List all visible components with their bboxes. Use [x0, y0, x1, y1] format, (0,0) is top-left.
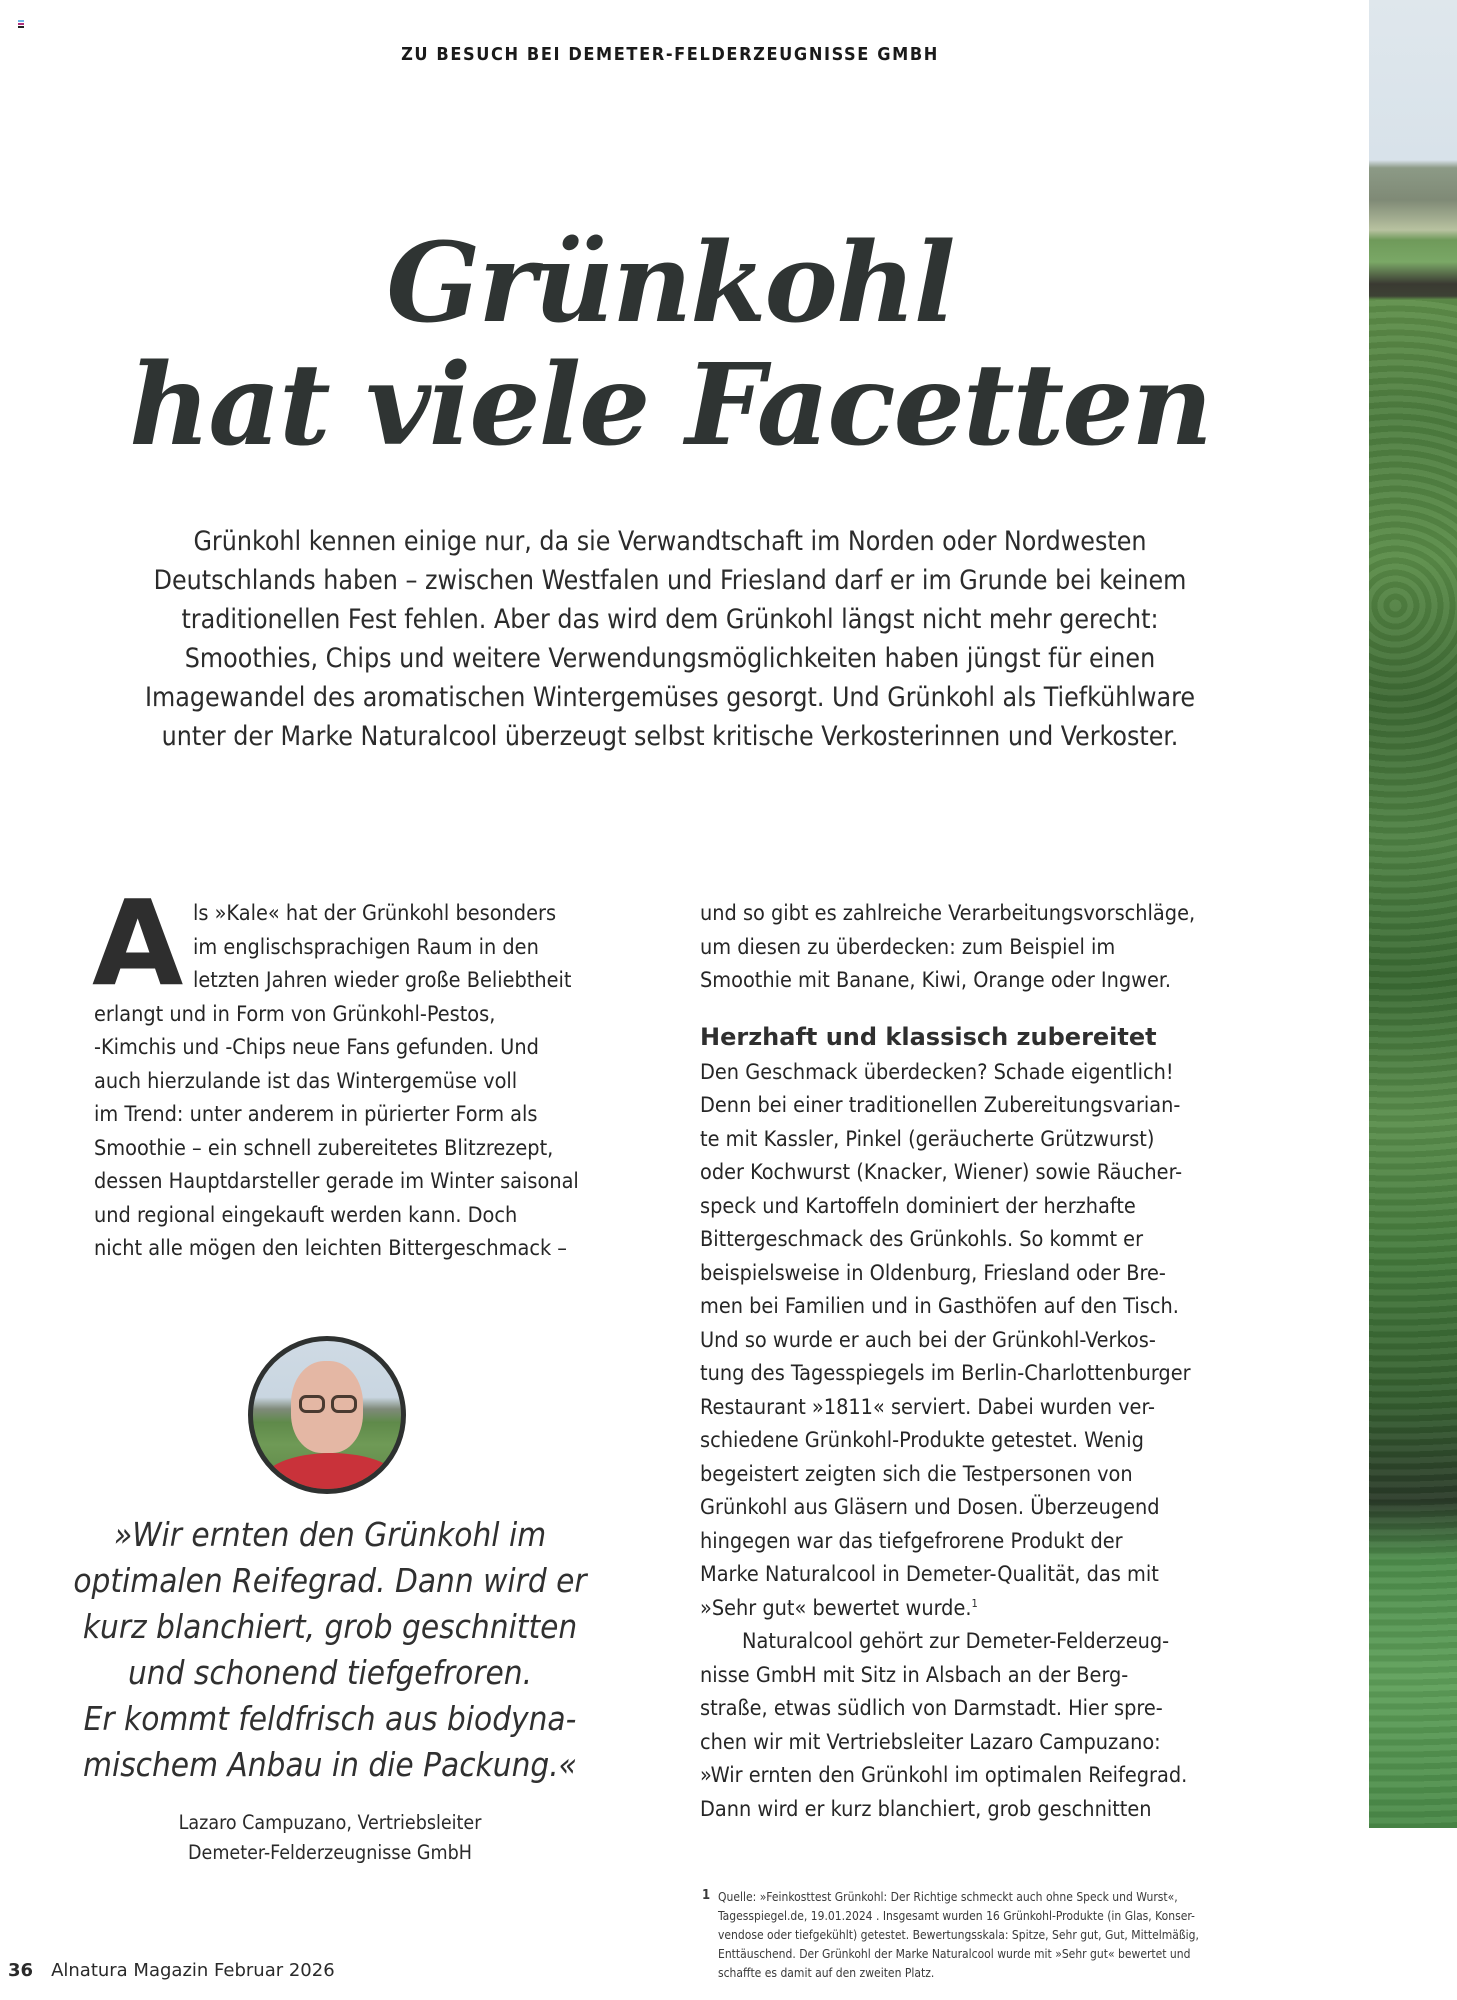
intro-line: Imagewandel des aromatischen Wintergemüses gesorgt. Und Grünkohl als Tiefkühlware	[144, 682, 1195, 713]
body-line: ls »Kale« hat der Grünkohl besonders	[193, 901, 557, 926]
intro-paragraph	[40, 522, 1300, 756]
body-line: »Wir ernten den Grünkohl im optimalen Reifegrad.	[700, 1763, 1188, 1788]
quote-line: mischem Anbau in die Packung.«	[83, 1745, 577, 1784]
headline-line-2: hat viele Facetten	[129, 340, 1211, 471]
body-line: dessen Hauptdarsteller gerade im Winter saisonal	[94, 1169, 579, 1194]
body-line: und so gibt es zahlreiche Verarbeitungsvorschläge,	[700, 901, 1196, 926]
body-line: letzten Jahren wieder große Beliebtheit	[193, 968, 572, 993]
footnote	[702, 1888, 1302, 1983]
body-line: auch hierzulande ist das Wintergemüse voll	[94, 1068, 518, 1094]
print-color-mark	[18, 20, 24, 29]
body-line: um diesen zu überdecken: zum Beispiel im	[700, 934, 1116, 960]
body-line: Denn bei einer traditionellen Zubereitungsvarian-	[700, 1093, 1181, 1118]
page-folio	[8, 1960, 335, 1981]
intro-line: unter der Marke Naturalcool überzeugt selbst kritische Verkosterinnen und Verkoster.	[161, 721, 1179, 752]
footnote-reference[interactable]: 1	[971, 1596, 978, 1610]
body-line: Den Geschmack überdecken? Schade eigentlich!	[700, 1059, 1174, 1085]
body-line: Smoothie – ein schnell zubereitetes Blitzrezept,	[94, 1135, 554, 1161]
body-line: men bei Familien und in Gasthöfen auf den Tisch.	[700, 1294, 1179, 1319]
section-subheading: Herzhaft und klassisch zubereitet	[700, 1022, 1157, 1051]
body-line: tung des Tagesspiegels im Berlin-Charlottenburger	[700, 1361, 1191, 1386]
body-line: beispielsweise in Oldenburg, Friesland oder Bre-	[700, 1260, 1166, 1286]
body-line: Bittergeschmack des Grünkohls. So kommt er	[700, 1227, 1144, 1252]
body-line: Und so wurde er auch bei der Grünkohl-Verkos-	[700, 1327, 1156, 1353]
body-line: schiedene Grünkohl-Produkte getestet. Wenig	[700, 1428, 1144, 1453]
publication-name: Alnatura Magazin Februar 2026	[51, 1960, 335, 1981]
body-line: Naturalcool gehört zur Demeter-Felderzeug-	[742, 1629, 1170, 1654]
body-line: Smoothie mit Banane, Kiwi, Orange oder Ingwer.	[700, 968, 1172, 993]
body-line: und regional eingekauft werden kann. Doch	[94, 1202, 518, 1228]
footnote-line: Enttäuschend. Der Grünkohl der Marke Naturalcool wurde mit »Sehr gut« bewertet und	[718, 1947, 1191, 1961]
body-line: Dann wird er kurz blanchiert, grob geschnitten	[700, 1796, 1152, 1822]
article-column-right	[700, 897, 1260, 1826]
body-line: nisse GmbH mit Sitz in Alsbach an der Berg-	[700, 1662, 1129, 1688]
body-line: im englischsprachigen Raum in den	[193, 934, 539, 960]
body-line: hingegen war das tiefgefrorene Produkt der	[700, 1528, 1123, 1554]
body-line: im Trend: unter anderem in pürierter Form als	[94, 1102, 538, 1127]
footnote-line: Quelle: »Feinkosttest Grünkohl: Der Richtige schmeckt auch ohne Speck und Wurst«,	[718, 1890, 1178, 1904]
body-line: oder Kochwurst (Knacker, Wiener) sowie Räucher-	[700, 1160, 1183, 1185]
article-column-left	[92, 874, 654, 1266]
body-line	[700, 1592, 1260, 1626]
quote-line: optimalen Reifegrad. Dann wird er	[73, 1561, 587, 1600]
body-text: »Sehr gut« bewertet wurde.	[700, 1595, 972, 1621]
intro-line: Smoothies, Chips und weitere Verwendungsmöglichkeiten haben jüngst für einen	[184, 643, 1156, 674]
quote-author-name: Lazaro Campuzano, Vertriebsleiter	[178, 1811, 482, 1834]
quote-line: »Wir ernten den Grünkohl im	[113, 1515, 547, 1554]
intro-line: Deutschlands haben – zwischen Westfalen und Friesland darf er im Grunde bei keinem	[153, 565, 1187, 596]
body-line: Grünkohl aus Gläsern und Dosen. Überzeugend	[700, 1495, 1160, 1520]
footnote-line: Tagesspiegel.de, 19.01.2024 . Insgesamt wurden 16 Grünkohl-Produkte (in Glas, Konser-	[718, 1909, 1195, 1923]
body-line: Marke Naturalcool in Demeter-Qualität, das mit	[700, 1562, 1159, 1587]
section-kicker: ZU BESUCH BEI DEMETER-FELDERZEUGNISSE GMBH	[401, 44, 939, 65]
portrait-shirt	[261, 1453, 401, 1494]
body-line: begeistert zeigten sich die Testpersonen von	[700, 1461, 1133, 1487]
body-line: te mit Kassler, Pinkel (geräucherte Grützwurst)	[700, 1126, 1155, 1152]
kale-field-photo	[1369, 0, 1457, 1828]
body-line: speck und Kartoffeln dominiert der herzhafte	[700, 1193, 1136, 1219]
body-line: straße, etwas südlich von Darmstadt. Hier spre-	[700, 1696, 1163, 1721]
quote-line: Er kommt feldfrisch aus biodyna-	[83, 1699, 577, 1738]
footnote-line: schaffte es damit auf den zweiten Platz.	[718, 1966, 935, 1980]
footnote-number: 1	[702, 1888, 711, 1903]
quote-line: kurz blanchiert, grob geschnitten	[82, 1607, 578, 1646]
footnote-line: vendose oder tiefgekühlt) getestet. Bewertungsskala: Spitze, Sehr gut, Gut, Mittelmäßig,	[718, 1928, 1199, 1942]
body-line: -Kimchis und -Chips neue Fans gefunden. Und	[94, 1035, 539, 1060]
body-line: Restaurant »1811« serviert. Dabei wurden ver-	[700, 1394, 1156, 1420]
body-line: chen wir mit Vertriebsleiter Lazaro Campuzano:	[700, 1729, 1161, 1755]
intro-line: traditionellen Fest fehlen. Aber das wird dem Grünkohl längst nicht mehr gerecht:	[181, 604, 1159, 635]
intro-line: Grünkohl kennen einige nur, da sie Verwandtschaft im Norden oder Nordwesten	[193, 526, 1147, 557]
quote-line: und schonend tiefgefroren.	[127, 1653, 533, 1692]
body-line: nicht alle mögen den leichten Bittergeschmack –	[94, 1236, 567, 1261]
portrait-photo	[248, 1336, 406, 1494]
headline-line-1: Grünkohl	[386, 218, 954, 347]
quote-attribution	[40, 1808, 620, 1868]
body-line: erlangt und in Form von Grünkohl-Pestos,	[94, 1001, 496, 1027]
glasses-icon	[295, 1395, 361, 1413]
page-number: 36	[8, 1960, 34, 1981]
drop-cap: A	[92, 874, 184, 1012]
quote-author-company: Demeter-Felderzeugnisse GmbH	[188, 1841, 472, 1864]
pull-quote	[40, 1512, 620, 1788]
